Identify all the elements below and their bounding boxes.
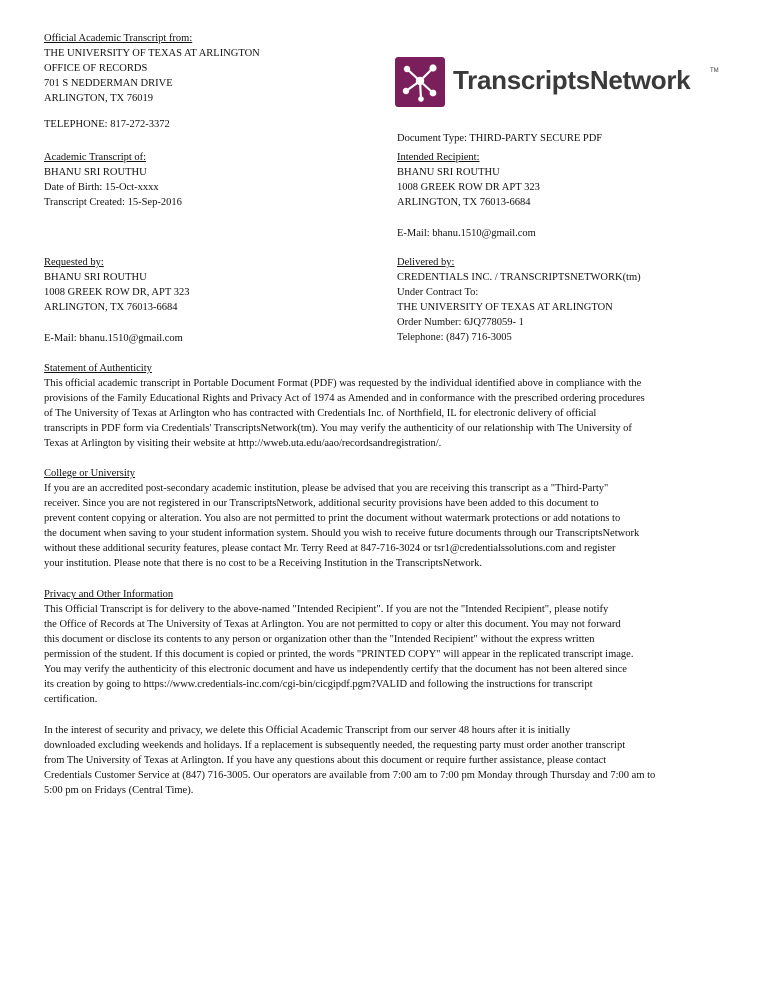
section-heading: Statement of Authenticity bbox=[44, 363, 152, 374]
recipient-line: ARLINGTON, TX 76013-6684 bbox=[397, 197, 531, 208]
recipient-block bbox=[397, 150, 540, 210]
paragraph-line: provisions of the Family Educational Rights and Privacy Act of 1974 as Amended and in conformance with the prescribed ordering procedures bbox=[44, 393, 645, 404]
logo-trademark: TM bbox=[710, 68, 719, 74]
delivered-by-line: Under Contract To: bbox=[397, 287, 479, 298]
network-nodes-icon bbox=[395, 57, 445, 107]
requester-line: ARLINGTON, TX 76013-6684 bbox=[44, 302, 178, 313]
requested-by-block bbox=[44, 255, 189, 315]
logo-wordmark: TranscriptsNetwork bbox=[453, 65, 691, 95]
paragraph-line: Credentials Customer Service at (847) 716-3005. Our operators are available from 7:00 am to 7:00 pm Monday through Thursday and 7:00 am to bbox=[44, 770, 656, 781]
recipient-line: 1008 GREEK ROW DR APT 323 bbox=[397, 182, 540, 193]
paragraph-line: transcripts in PDF form via Credentials' TranscriptsNetwork(tm). You may verify the authenticity of our relationship with The University of bbox=[44, 423, 632, 434]
requested-by-heading: Requested by: bbox=[44, 257, 104, 268]
security-paragraph bbox=[44, 723, 655, 798]
paragraph-line: of The University of Texas at Arlington who has contracted with Credentials Inc. of Northfield, IL for electronic delivery of official bbox=[44, 408, 597, 419]
paragraph-line: Texas at Arlington by visiting their website at http://wweb.uta.edu/aao/recordsandregistration/. bbox=[44, 438, 442, 449]
sender-line: ARLINGTON, TX 76019 bbox=[44, 93, 153, 104]
paragraph-line: the document when saving to your student information system. Should you wish to receive future documents through our TranscriptsNetwork bbox=[44, 528, 640, 539]
paragraph-line: downloaded excluding weekends and holidays. If a replacement is subsequently needed, the requesting party must order another transcript bbox=[44, 740, 626, 751]
delivered-by-line: THE UNIVERSITY OF TEXAS AT ARLINGTON bbox=[397, 302, 613, 313]
sender-line: THE UNIVERSITY OF TEXAS AT ARLINGTON bbox=[44, 48, 260, 59]
delivered-by-heading: Delivered by: bbox=[397, 257, 455, 268]
delivered-by-line: CREDENTIALS INC. / TRANSCRIPTSNETWORK(tm) bbox=[397, 272, 641, 283]
transcript-created: Transcript Created: 15-Sep-2016 bbox=[44, 197, 182, 208]
transcript-of-heading: Academic Transcript of: bbox=[44, 152, 147, 163]
requester-line: BHANU SRI ROUTHU bbox=[44, 272, 147, 283]
recipient-email: E-Mail: bhanu.1510@gmail.com bbox=[397, 228, 536, 239]
delivered-by-telephone: Telephone: (847) 716-3005 bbox=[397, 332, 512, 343]
document-type: Document Type: THIRD-PARTY SECURE PDF bbox=[397, 133, 603, 144]
sender-block bbox=[44, 31, 260, 106]
transcript-of-block bbox=[44, 150, 182, 210]
section-heading: Privacy and Other Information bbox=[44, 589, 174, 600]
paragraph-line: permission of the student. If this document is copied or printed, the words "PRINTED COPY" will appear in the replicated transcript image. bbox=[44, 649, 634, 660]
paragraph-line: If you are an accredited post-secondary academic institution, please be advised that you are receiving this transcript as a "Third-Party" bbox=[44, 483, 609, 494]
paragraph-line: certification. bbox=[44, 694, 98, 705]
paragraph-line: your institution. Please note that there is no cost to be a Receiving Institution in the TranscriptsNetwork. bbox=[44, 558, 483, 569]
authenticity-section bbox=[44, 361, 645, 451]
paragraph-line: You may verify the authenticity of this electronic document and have us independently certify that the document has not been altered since bbox=[44, 664, 627, 675]
paragraph-line: prevent content copying or alteration. You also are not permitted to print the document without watermark protections or add notations to bbox=[44, 513, 621, 524]
college-section bbox=[44, 466, 639, 571]
paragraph-line: This official academic transcript in Portable Document Format (PDF) was requested by the individual identified above in compliance with the bbox=[44, 378, 642, 389]
sender-line: 701 S NEDDERMAN DRIVE bbox=[44, 78, 173, 89]
sender-heading: Official Academic Transcript from: bbox=[44, 33, 193, 44]
paragraph-line: This Official Transcript is for delivery to the above-named "Intended Recipient". If you are not the "Intended Recipient", please notify bbox=[44, 604, 609, 615]
paragraph-line: from The University of Texas at Arlington. If you have any questions about this document or require further assistance, please contact bbox=[44, 755, 607, 766]
section-heading: College or University bbox=[44, 468, 135, 479]
sender-line: OFFICE OF RECORDS bbox=[44, 63, 148, 74]
paragraph-line: 5:00 pm on Fridays (Central Time). bbox=[44, 785, 194, 796]
requester-line: 1008 GREEK ROW DR, APT 323 bbox=[44, 287, 190, 298]
student-name: BHANU SRI ROUTHU bbox=[44, 167, 147, 178]
recipient-line: BHANU SRI ROUTHU bbox=[397, 167, 500, 178]
paragraph-line: its creation by going to https://www.credentials-inc.com/cgi-bin/cicgipdf.pgm?VALID and following the instructions for transcript bbox=[44, 679, 593, 690]
paragraph-line: In the interest of security and privacy, we delete this Official Academic Transcript from our server 48 hours after it is initially bbox=[44, 725, 571, 736]
paragraph-line: receiver. Since you are not registered in our TranscriptsNetwork, additional security provisions have been added to this document to bbox=[44, 498, 599, 509]
date-of-birth: Date of Birth: 15-Oct-xxxx bbox=[44, 182, 159, 193]
paragraph-line: this document or disclose its contents to any person or organization other than the "Intended Recipient" without the express written bbox=[44, 634, 595, 645]
paragraph-line: the Office of Records at The University of Texas at Arlington. You are not permitted to copy or alter this document. You may not forward bbox=[44, 619, 621, 630]
requester-email: E-Mail: bhanu.1510@gmail.com bbox=[44, 333, 183, 344]
recipient-heading: Intended Recipient: bbox=[397, 152, 480, 163]
order-number: Order Number: 6JQ778059- 1 bbox=[397, 317, 524, 328]
delivered-by-block bbox=[397, 255, 641, 345]
paragraph-line: without these additional security features, please contact Mr. Terry Reed at 847-716-3024 or tsr1@credentialssolutions.com and register bbox=[44, 543, 616, 554]
transcriptsnetwork-logo bbox=[395, 57, 725, 107]
sender-telephone: TELEPHONE: 817-272-3372 bbox=[44, 119, 170, 130]
privacy-section bbox=[44, 587, 633, 707]
